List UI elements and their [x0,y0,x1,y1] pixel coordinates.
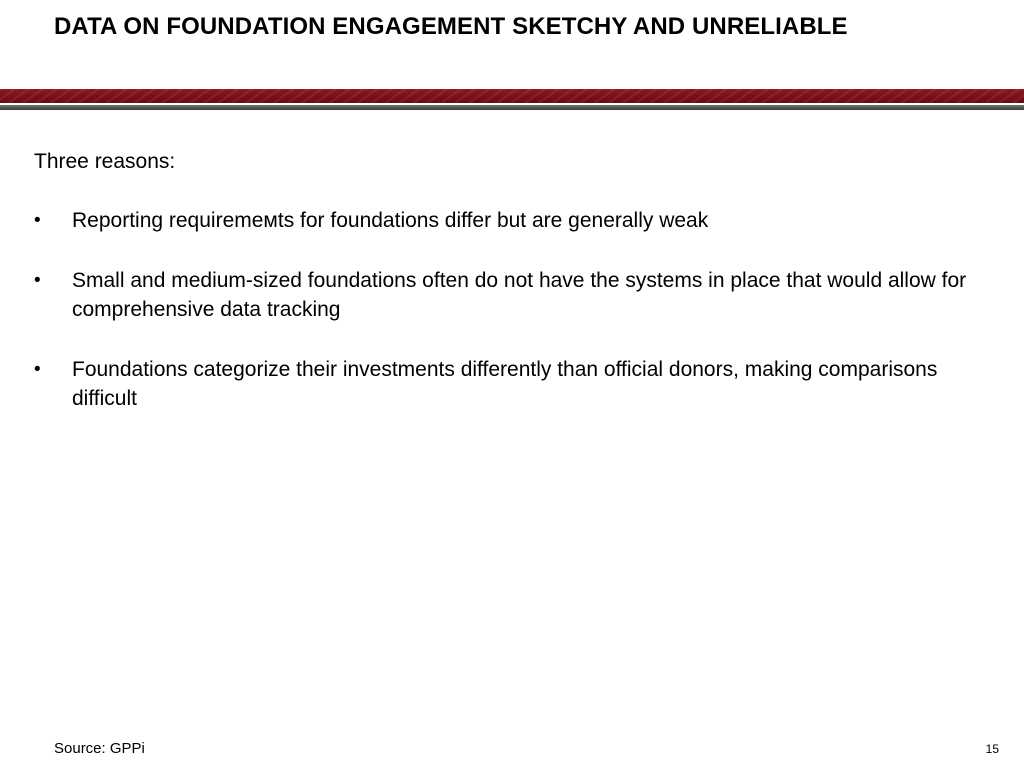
reason-item [34,355,974,413]
intro-text: Three reasons: [34,150,176,173]
title-divider-red-band [0,89,1024,103]
bullet-icon: • [34,359,41,380]
slide-body [34,147,974,444]
bullet-icon: • [34,270,41,291]
title-divider-gray-band [0,105,1024,110]
title-divider [0,88,1024,112]
reason-item [34,206,974,235]
reason-text: Foundations categorize their investments differently than official donors, making comparisons difficult [72,358,938,410]
slide-title: DATA ON FOUNDATION ENGAGEMENT SKETCHY AND UNRELIABLE [54,13,848,40]
source-note: Source: GPPi [54,740,145,757]
reason-text: Reporting requiremeмts for foundations differ but are generally weak [72,209,709,232]
bullet-icon: • [34,210,41,231]
reasons-list [34,206,974,413]
reason-text: Small and medium-sized foundations often do not have the systems in place that would allow for comprehensive data tracking [72,269,967,321]
reason-item [34,266,974,324]
page-number: 15 [985,742,999,756]
